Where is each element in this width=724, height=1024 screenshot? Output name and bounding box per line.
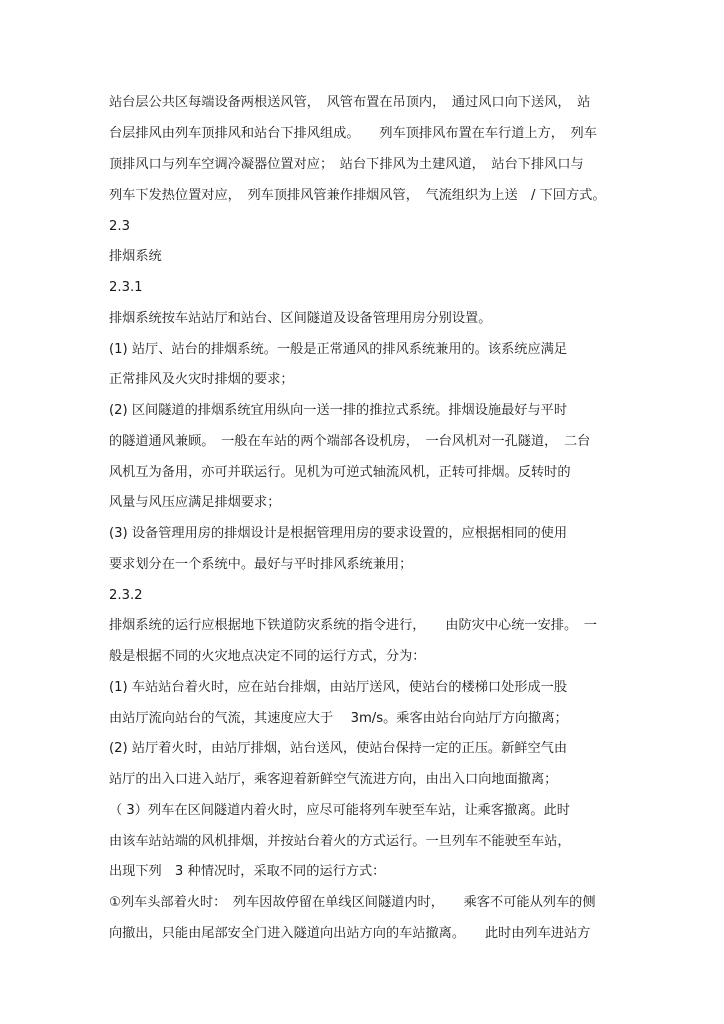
text-line: (1) 车站站台着火时，应在站台排烟，由站厅送风，使站台的楼梯口处形成一股 xyxy=(109,680,568,695)
text-line: ①列车头部着火时： 列车因故停留在单线区间隧道内时， 乘客不可能从列车的侧 xyxy=(109,895,596,910)
text-line: 出现下列 3 种情况时，采取不同的运行方式： xyxy=(109,864,386,879)
text-line: 排烟系统按车站站厅和站台、区间隧道及设备管理用房分别设置。 xyxy=(109,311,492,326)
text-line: 排烟系统的运行应根据地下铁道防灾系统的指令进行， 由防灾中心统一安排。 一 xyxy=(109,618,597,633)
section-heading: 排烟系统 xyxy=(109,249,162,264)
text-line: 台层排风由列车顶排风和站台下排风组成。 列车顶排风布置在车行道上方， 列车 xyxy=(109,126,597,141)
section-number: 2.3 xyxy=(109,219,130,234)
text-line: 站台层公共区每端设备两根送风管， 风管布置在吊顶内， 通过风口向下送风， 站 xyxy=(109,95,591,110)
text-line: 般是根据不同的火灾地点决定不同的运行方式，分为： xyxy=(109,649,426,664)
text-line: (1) 站厅、站台的排烟系统。一般是正常通风的排风系统兼用的。该系统应满足 xyxy=(109,342,568,357)
text-line: (2) 区间隧道的排烟系统宜用纵向一送一排的推拉式系统。排烟设施最好与平时 xyxy=(109,403,568,418)
text-line: 由该车站站端的风机排烟，并按站台着火的方式运行。一旦列车不能驶至车站， xyxy=(109,834,571,849)
text-line: 列车下发热位置对应， 列车顶排风管兼作排烟风管， 气流组织为上送 / 下回方式。 xyxy=(109,188,606,203)
text-line: 顶排风口与列车空调冷凝器位置对应； 站台下排风为土建风道， 站台下排风口与 xyxy=(109,157,584,172)
text-line: (2) 站厅着火时，由站厅排烟，站台送风，使站台保持一定的正压。新鲜空气由 xyxy=(109,741,568,756)
text-line: 由站厅流向站台的气流，其速度应大于 3m/s。乘客由站台向站厅方向撤离； xyxy=(109,711,568,726)
text-line: 站厅的出入口进入站厅，乘客迎着新鲜空气流进方向，由出入口向地面撤离； xyxy=(109,772,558,787)
text-line: 风机互为备用，亦可并联运行。见机为可逆式轴流风机，正转可排烟。反转时的 xyxy=(109,465,571,480)
text-line: 正常排风及火灾时排烟的要求； xyxy=(109,372,294,387)
subsection-number: 2.3.1 xyxy=(109,280,143,295)
subsection-number: 2.3.2 xyxy=(109,588,143,603)
text-line: 向撤出，只能由尾部安全门进入隧道向出站方向的车站撤离。 此时由列车进站方 xyxy=(109,926,591,941)
text-line: (3) 设备管理用房的排烟设计是根据管理用房的要求设置的，应根据相同的使用 xyxy=(109,526,568,541)
text-line: 风量与风压应满足排烟要求； xyxy=(109,495,281,510)
text-line: 要求划分在一个系统中。最好与平时排风系统兼用； xyxy=(109,557,413,572)
text-line: 的隧道通风兼顾。 一般在车站的两个端部各设机房， 一台风机对一孔隧道， 二台 xyxy=(109,434,591,449)
text-line: （ 3）列车在区间隧道内着火时，应尽可能将列车驶至车站，让乘客撤离。此时 xyxy=(109,803,570,818)
